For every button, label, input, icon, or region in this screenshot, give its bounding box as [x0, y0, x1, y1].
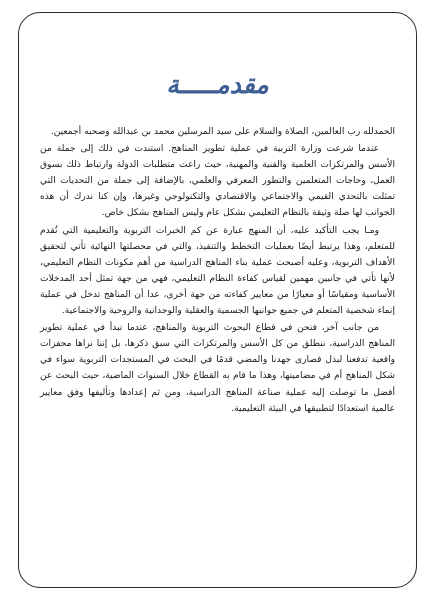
body-text	[40, 124, 395, 418]
page-title: مقدمـــــة	[166, 70, 269, 99]
paragraph-curriculum-definition: ومـا يجب التأكيد عليه، أن المنهج عبارة عن كم الخبرات التربوية والتعليمية التي تُقدم للمتعلم، وهذا يرتبط أيضًا بعمليات التخطط والتنفيذ، والتي في محصلتها النهائية تأتي لتحقيق الأهداف التربوية، وعليه أصبحت عملية بناء المناهج الدراسية من أهم مكونات النظام التعليمي، لأنها تأتي في جانبين مهمين لقياس كفاءة النظام التعليمي، فهي من جهة تمثل أحد المدخلات الأساسية ومقياسًا أو معيارًا من معايير كفاءته من جهة أخرى، عدا أن المناهج تدخل في عملية إنماء شخصية المتعلم في جميع جوانبها الجسمية والعقلية والوجدانية والروحية والاجتماعية.	[40, 225, 395, 317]
paragraph-opening: الحمدلله رب العالمين، الصلاة والسلام على سيد المرسلين محمد بن عبدالله وصحبه أجمعين.	[50, 127, 395, 137]
paragraph-research-sector: من جانب آخر، فنحن في قطاع البحوث التربوية والمناهج، عندما نبدأ في عملية تطوير المناهج الدراسية، ننطلق من كل الأسس والمرتكزات التي سبق ذكرها، بل إننا نراها محفزات واقعية تدفعنا لبذل قصارى جهدنا والمضي قدمًا في البحث في المستجدات التربوية سواء في شكل المناهج أم في مضامينها، وهذا ما قام به القطاع خلال السنوات الماضية، حيث البحث عن أفضل ما توصلت إليه عملية صناعة المناهج الدراسية، ومن ثم إعدادها وتأليفها وفق معايير عالمية استعدادًا لتطبيقها في البيئة التعليمية.	[40, 323, 395, 414]
paragraph-curriculum-development: عندما شرعت وزارة التربية في عملية تطوير المناهج. استندت في ذلك إلى جملة من الأسس والمرتكزات العلمية والفنية والمهنية، حيث راعت متطلبات الدولة وارتباط ذلك بسوق العمل، وحاجات المتعلمين والتطور المعرفي والعلمي، بالإضافة إلى جملة من التحديات التي تمثلت بالتحدي القيمي والاجتماعي والاقتصادي والتكنولوجي وغيرها، وإن كنا ندرك أن هذه الجوانب لها صلة وثيقة بالنظام التعليمي بشكل عام وليس المناهج بشكل خاص.	[40, 144, 395, 219]
